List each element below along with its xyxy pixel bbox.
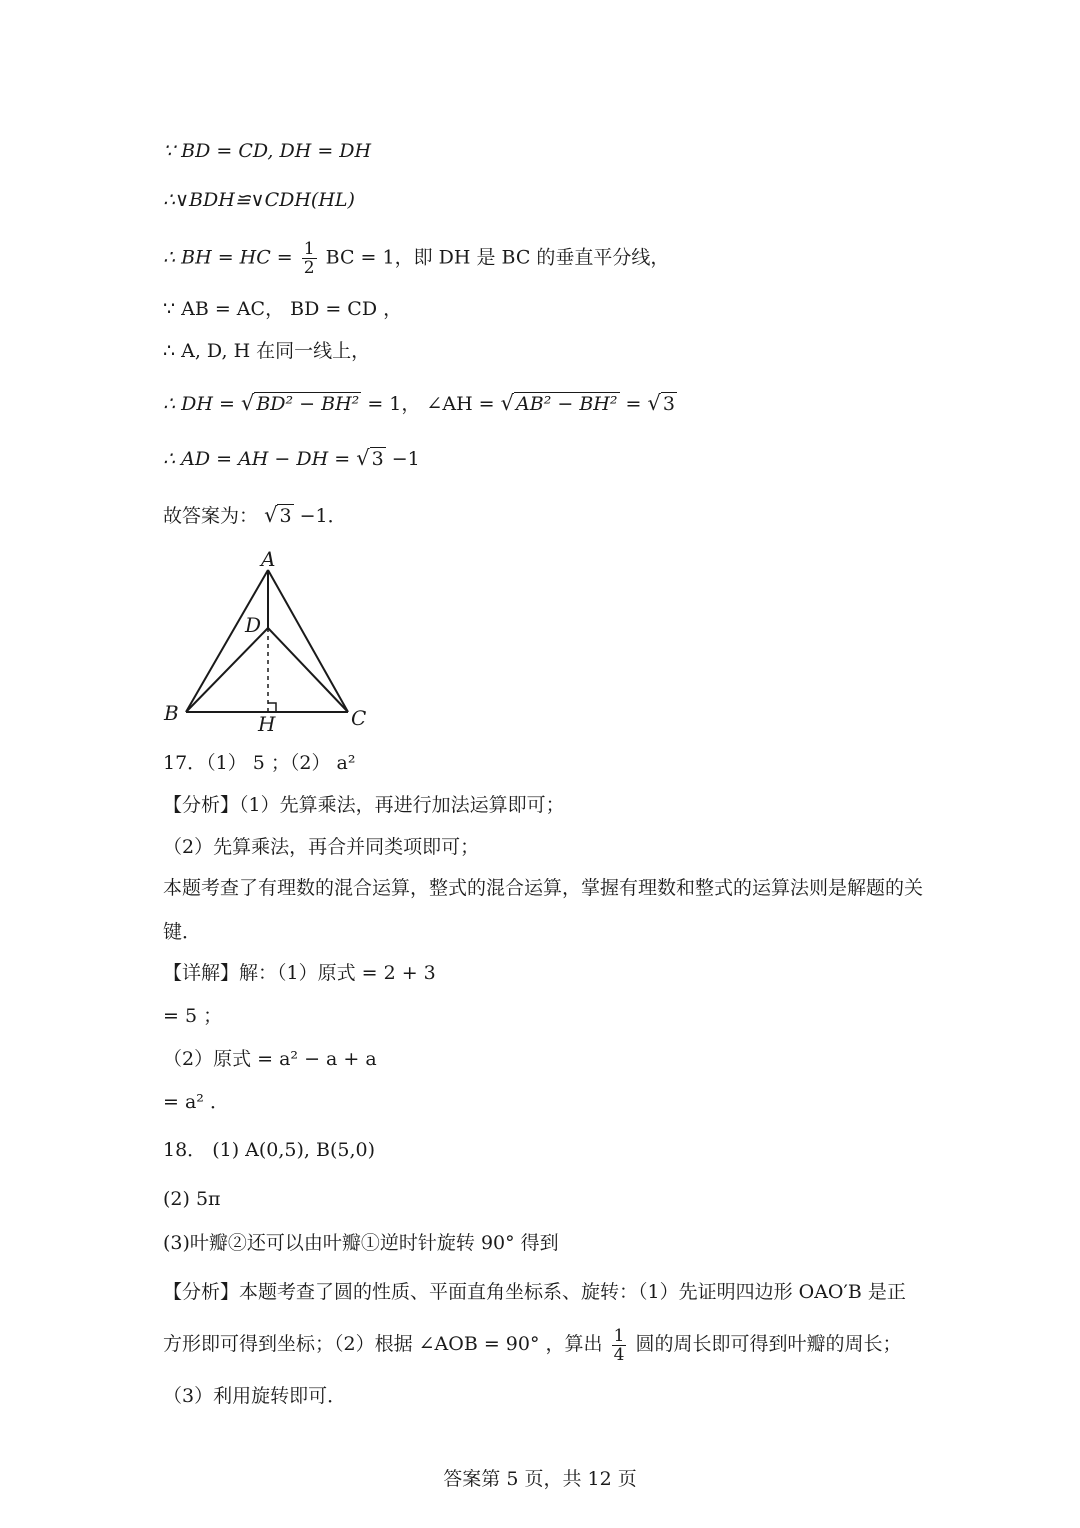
proof-line-7-lhs: ∴ AD = AH − DH = <box>163 448 351 470</box>
vertex-label-b: B <box>164 701 179 725</box>
right-angle-mark <box>268 703 276 712</box>
answer-suffix: −1． <box>299 505 347 527</box>
q18-part-2: (2) 5π <box>163 1188 221 1210</box>
q18-analysis <box>163 1266 923 1422</box>
q18-part-3: (3)叶瓣②还可以由叶瓣①逆时针旋转 90° 得到 <box>163 1232 559 1254</box>
q17-detail-2: = 5 ； <box>163 1005 223 1027</box>
proof-line-2: ∴∨BDH≌∨CDH(HL) <box>163 189 355 211</box>
proof-line-3-lhs: ∴ BH = HC = <box>163 246 293 269</box>
proof-line-4: ∵ AB = AC， BD = CD ， <box>163 298 403 320</box>
q18-analysis-part-a: 【分析】本题考查了圆的性质、平面直角坐标系、旋转：（1）先证明四边形 OAO′B 是正方形即可得到坐标；（2）根据 ∠AOB = 90° ，算出 <box>163 1281 906 1355</box>
q17-analysis-1: 【分析】（1）先算乘法，再进行加法运算即可； <box>163 794 565 816</box>
triangle-figure <box>150 540 390 740</box>
fraction-numerator: 1 <box>303 239 315 259</box>
vertex-label-a: A <box>261 547 276 571</box>
proof-line-6: ∴ DH = √ BD² − BH² = 1， ∠AH = √ AB² − BH² = √ 3 <box>163 391 675 415</box>
proof-line-6-eq: = <box>625 393 642 415</box>
answer-line: 故答案为： √ 3 −1． <box>163 503 347 527</box>
radicand-ab-bh: AB² − BH² <box>516 393 618 415</box>
proof-line-7: ∴ AD = AH − DH = √ 3 −1 <box>163 446 420 470</box>
vertex-label-h: H <box>258 712 276 736</box>
fraction-numerator: 1 <box>613 1325 625 1346</box>
q17-detail-3: （2）原式 = a² − a + a <box>163 1048 377 1070</box>
q17-analysis-2: （2）先算乘法，再合并同类项即可； <box>163 836 480 858</box>
fraction-denominator: 2 <box>303 258 315 278</box>
proof-line-3 <box>163 240 669 277</box>
radicand-bd-bh: BD² − BH² <box>256 393 360 415</box>
radicand-three-b: 3 <box>371 448 384 470</box>
q18-heading: 18． (1) A(0,5), B(5,0) <box>163 1139 376 1161</box>
q17-analysis-3: 本题考查了有理数的混合运算，整式的混合运算，掌握有理数和整式的运算法则是解题的关键． <box>163 877 924 943</box>
q18-analysis-part-b: 圆的周长即可得到叶瓣的周长；（3）利用旋转即可． <box>163 1333 902 1407</box>
answer-prefix: 故答案为： <box>163 505 259 527</box>
fraction-one-half <box>302 240 317 277</box>
proof-line-1: ∵ BD = CD, DH = DH <box>163 140 372 162</box>
q17-detail-1: 【详解】解：（1）原式 = 2 + 3 <box>163 962 436 984</box>
proof-line-3-rhs: BC = 1，即 DH 是 BC 的垂直平分线， <box>325 246 670 269</box>
q17-detail-4: = a² ． <box>163 1091 229 1113</box>
proof-line-7-tail: −1 <box>391 448 420 470</box>
proof-line-6-lhs: ∴ DH = <box>163 393 235 415</box>
fraction-one-quarter <box>612 1327 627 1364</box>
vertex-label-c: C <box>351 706 367 730</box>
fraction-denominator: 4 <box>613 1344 625 1365</box>
proof-line-5: ∴ A, D, H 在同一线上， <box>163 340 371 362</box>
page-footer: 答案第 5 页，共 12 页 <box>443 1468 637 1490</box>
radicand-three: 3 <box>662 393 675 415</box>
vertex-label-d: D <box>245 613 262 637</box>
answer-radicand: 3 <box>279 505 292 527</box>
proof-line-6-mid: = 1， ∠AH = <box>367 393 495 415</box>
q17-heading: 17．（1） 5 ；（2） a² <box>163 752 356 774</box>
